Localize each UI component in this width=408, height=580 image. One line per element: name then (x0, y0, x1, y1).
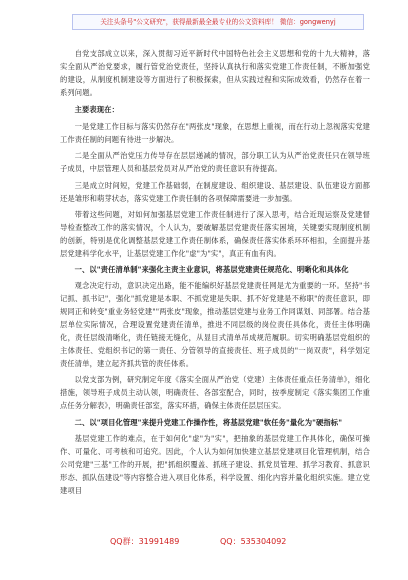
section-heading-1: 一、以"责任清单制"来强化主责主业意识，将基层党建责任规范化、明晰化和具体化 (74, 265, 349, 275)
analysis-paragraph: 带着这些问题，对如何加强基层党建工作责任制进行了深入思考，结合近现运察及党建督导检查整改工作的落实情况，个人认为，要破解基层党建责任落实困境，关键要实现制度机制的创新，特别是优化调整基层党建工作责任制体系，确保责任落实体系环环相扣，全面提升基层党建科学化水平，让基层党建工作化"虚"为"实"，真正有血有肉。 (60, 209, 370, 258)
document-body (60, 48, 370, 532)
promo-banner: 关注头条号"公文研究"，获得最新最全最专业的公文资料库！ 微信：gongwenyj (72, 14, 364, 30)
problem-paragraph-3: 三是成立时间短，党建工作基础弱，在制度建设、组织建设、基层建设、队伍建设方面都还是雏形和萌芽状态，落实党建工作责任制的各项保障需要进一步加强。 (60, 180, 370, 203)
intro-paragraph: 自党支部成立以来，深入贯彻习近平新时代中国特色社会主义思想和党的十九大精神，落实全面从严治党要求，履行管党治党责任，坚持认真执行和落实党建工作责任制，不断加强党的建设，从制度机制建设等方面进行了积极探索，但从实践过程和实际成效看，仍然存在着一系列问题。 (60, 49, 370, 97)
problem-paragraph-2: 二是全面从严治党压力传导存在层层递减的情况，部分职工认为从严治党责任只在领导班子成员，中层管理人员和基层党员对从严治党的责任意识有待提高。 (60, 151, 370, 174)
problems-heading: 主要表现在： (74, 104, 119, 114)
section-1-paragraph-1: 观念决定行动，意识决定出路，能不能编织好基层党建责任网是尤为重要的一环。坚持"书记抓、抓书记"，强化"抓党建是本职、不抓党建是失职、抓不好党建是不称职"的责任意识，即规同正和转变"重业务轻党建""两张皮"现象，推动基层党建与业务工作同谋划、同部署。结合基层单位实际情况，合理设置党建责任清单，推进不同层级的岗位责任具体化，责任主体明确化，责任层级清晰化，责任链接无缝化，从显目式清单吊成规范履职。切实明确基层党组织的主体责任、党组织书记的第一责任、分管领导的直接责任、班子成员的"一岗双责"，科学划定责任清单，建立起齐抓共管的责任体系。 (60, 281, 370, 368)
qq-number-text: QQ：535304092 (220, 537, 287, 546)
qq-group-text: QQ群：31991489 (110, 537, 180, 546)
section-1-paragraph-2: 以党支部为例，研究制定年度《落实全面从严治党（党建）主体责任重点任务清单》，细化措施，领导班子成员主动认领，明确责任、各部室配合，同时，按季度制定《落实集团工作重点任务分解表》，明确责任部室，落实环措，确保主体责任层层压实。 (60, 375, 370, 411)
section-heading-2: 二、以"项目化管理"来提升党建工作操作性，将基层党建"软任务"量化为"硬指标" (74, 417, 343, 427)
section-2-paragraph-1: 基层党建工作的难点，在于如何化"虚"为"实"，把抽象的基层党建工作具体化，确保可操作、可量化、可考核和可追究。因此，个人认为如何加快建立基层党建项目化管理机制，结合公司党建"三基"工作的开展，把"抓组织覆盖、抓班子建设、抓党员管理、抓学习教育、抓意识形态、抓队伍建设"等内容整合进入项目化体系，科学设置、细化内容并量化组织实施。建立党建项目 (60, 433, 370, 495)
contact-footer (60, 535, 370, 549)
problem-paragraph-1: 一是党建工作目标与落实仍然存在"两张皮"现象，在思想上重视，而在行动上忽视落实党建工作责任制的问题有待进一步解决。 (60, 121, 370, 144)
